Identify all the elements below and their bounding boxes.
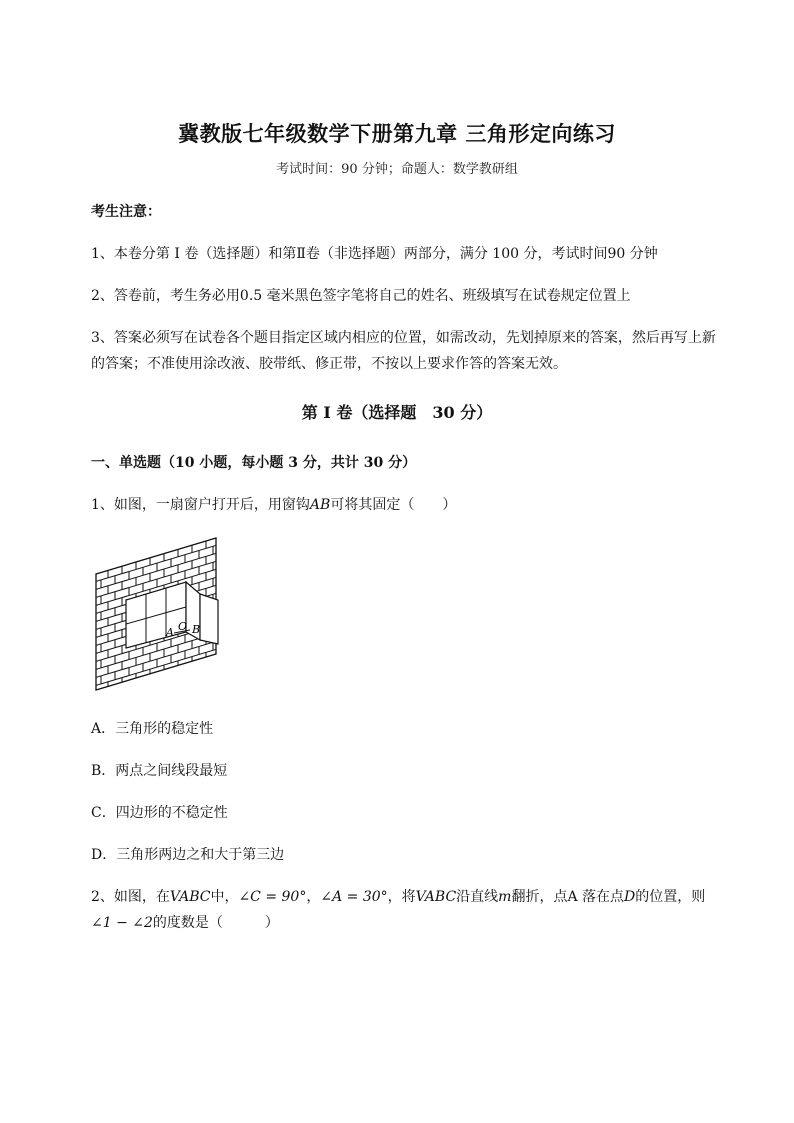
brick-course	[94, 639, 224, 678]
brick-course	[94, 551, 224, 590]
q2-t5: 沿直线	[456, 889, 499, 905]
question-1-stem	[91, 494, 456, 514]
q2-m3: ∠A = 30°	[320, 889, 388, 905]
q1-option-d: D．三角形两边之和大于第三边	[91, 847, 285, 863]
page-title: 冀教版七年级数学下册第九章 三角形定向练习	[178, 121, 616, 146]
label-o: O	[178, 620, 188, 633]
label-b: B	[192, 623, 201, 636]
q1-option-b: B．两点之间线段最短	[91, 763, 228, 779]
brick-course	[94, 655, 224, 694]
q2-t4: ，将	[387, 889, 416, 905]
q2-m6: D	[624, 889, 636, 905]
notice-item-1: 1、本卷分第 I 卷（选择题）和第Ⅱ卷（非选择题）两部分，满分 100 分，考试时间90 分钟	[91, 246, 658, 262]
q2-t1: 2、如图，在	[91, 889, 170, 905]
q2-m1: VABC	[169, 889, 211, 905]
question-2-stem-cont	[91, 912, 279, 932]
q2-t6: 翻折，点A 落在点	[511, 889, 625, 905]
q2-m5: m	[498, 889, 512, 905]
q2-t7: 的位置，则	[635, 889, 706, 905]
part-heading: 一、单选题（10 小题，每小题 3 分，共计 30 分）	[91, 455, 417, 471]
q2-t3: ，	[306, 889, 321, 905]
q2-t8: 的度数是（ ）	[152, 915, 279, 931]
brick-course	[94, 647, 224, 686]
notice-heading: 考生注意：	[91, 204, 161, 220]
notice-item-2: 2、答卷前，考生务必用0.5 毫米黑色签字笔将自己的姓名、班级填写在试卷规定位置上	[91, 288, 631, 304]
label-a: A	[166, 626, 174, 639]
q2-m2: ∠C = 90°	[238, 889, 307, 905]
notice-item-3-cont: 的答案；不准使用涂改液、胶带纸、修正带，不按以上要求作答的答案无效。	[91, 356, 567, 372]
notice-item-3: 3、答案必须写在试卷各个题目指定区域内相应的位置，如需改动，先划掉原来的答案，然后再写上新	[91, 330, 716, 346]
q1-text: 1、如图，一扇窗户打开后，用窗钩	[91, 497, 310, 513]
q1-option-a: A．三角形的稳定性	[91, 721, 214, 737]
brick-course	[94, 543, 224, 582]
section-title: 第 I 卷（选择题 30 分）	[301, 403, 493, 422]
q1-math-ab: AB	[309, 497, 331, 513]
q1-option-c: C．四边形的不稳定性	[91, 805, 228, 821]
window-diagram	[94, 536, 224, 694]
q2-m7: ∠1 − ∠2	[91, 915, 153, 931]
window-figure	[94, 536, 224, 698]
q2-m4: VABC	[415, 889, 457, 905]
exam-info: 考试时间：90 分钟；命题人：数学教研组	[276, 162, 518, 177]
open-sash-outer	[200, 594, 218, 644]
q2-t2: 中，	[210, 889, 239, 905]
q1-text-end: 可将其固定（ ）	[330, 497, 457, 513]
question-2-stem	[91, 886, 705, 906]
